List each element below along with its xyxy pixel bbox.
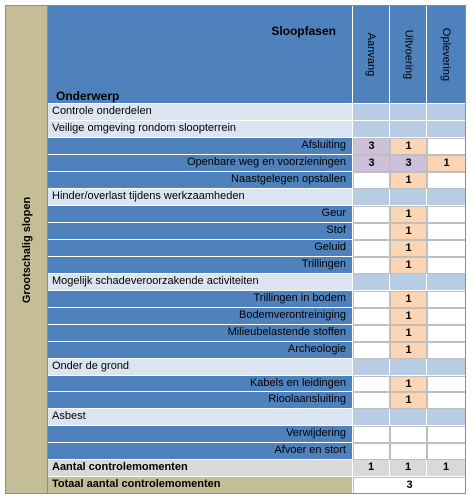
cell-aanvang — [353, 257, 390, 274]
item-label: Openbare weg en voorzieningen — [48, 155, 353, 172]
cell-oplevering — [427, 104, 466, 121]
cell-aanvang — [353, 308, 390, 325]
column-header-oplevering: Oplevering — [427, 5, 466, 104]
cell-uitvoering — [390, 409, 427, 426]
section-label: Mogelijk schadeveroorzakende activiteiten — [48, 274, 353, 291]
cell-oplevering — [427, 376, 466, 393]
cell-oplevering — [427, 240, 466, 257]
cell-aanvang: 3 — [353, 138, 390, 155]
totals-label: Aantal controlemomenten — [48, 460, 353, 477]
totals-oplevering: 1 — [427, 460, 466, 477]
cell-aanvang — [353, 392, 390, 409]
cell-uitvoering — [390, 443, 427, 460]
cell-oplevering — [427, 206, 466, 223]
cell-uitvoering: 1 — [390, 291, 427, 308]
totals-uitvoering: 1 — [390, 460, 427, 477]
item-label: Naastgelegen opstallen — [48, 172, 353, 189]
cell-oplevering — [427, 223, 466, 240]
cell-oplevering — [427, 291, 466, 308]
cell-uitvoering: 1 — [390, 342, 427, 359]
cell-uitvoering — [390, 274, 427, 291]
cell-aanvang — [353, 291, 390, 308]
cell-aanvang — [353, 325, 390, 342]
cell-aanvang — [353, 240, 390, 257]
cell-uitvoering — [390, 104, 427, 121]
cell-oplevering — [427, 409, 466, 426]
cell-oplevering — [427, 325, 466, 342]
cell-oplevering — [427, 342, 466, 359]
header-title: Sloopfasen — [271, 24, 336, 38]
cell-aanvang — [353, 359, 390, 376]
cell-uitvoering — [390, 359, 427, 376]
cell-aanvang — [353, 189, 390, 206]
header-subject: Onderwerp — [56, 89, 120, 103]
item-label: Verwijdering — [48, 426, 353, 443]
cell-uitvoering — [390, 121, 427, 138]
cell-aanvang — [353, 223, 390, 240]
item-label: Geur — [48, 206, 353, 223]
cell-aanvang — [353, 443, 390, 460]
cell-uitvoering: 1 — [390, 240, 427, 257]
section-label: Asbest — [48, 409, 353, 426]
cell-uitvoering: 1 — [390, 325, 427, 342]
cell-aanvang — [353, 376, 390, 393]
cell-oplevering — [427, 308, 466, 325]
cell-oplevering — [427, 172, 466, 189]
cell-uitvoering: 1 — [390, 392, 427, 409]
grand-total-value: 3 — [353, 477, 466, 494]
column-header-uitvoering: Uitvoering — [390, 5, 427, 104]
cell-uitvoering — [390, 189, 427, 206]
cell-oplevering — [427, 426, 466, 443]
cell-uitvoering: 1 — [390, 376, 427, 393]
cell-oplevering — [427, 359, 466, 376]
item-label: Geluid — [48, 240, 353, 257]
item-label: Stof — [48, 223, 353, 240]
section-label: Hinder/overlast tijdens werkzaamheden — [48, 189, 353, 206]
cell-oplevering — [427, 392, 466, 409]
cell-uitvoering: 3 — [390, 155, 427, 172]
cell-uitvoering: 1 — [390, 223, 427, 240]
cell-aanvang — [353, 172, 390, 189]
item-label: Archeologie — [48, 342, 353, 359]
cell-oplevering — [427, 443, 466, 460]
cell-uitvoering: 1 — [390, 257, 427, 274]
cell-uitvoering: 1 — [390, 206, 427, 223]
cell-oplevering — [427, 274, 466, 291]
cell-aanvang — [353, 409, 390, 426]
item-label: Trillingen — [48, 257, 353, 274]
cell-aanvang — [353, 104, 390, 121]
cell-uitvoering: 1 — [390, 308, 427, 325]
cell-oplevering — [427, 189, 466, 206]
cell-oplevering — [427, 257, 466, 274]
item-label: Afvoer en stort — [48, 443, 353, 460]
side-label-cell — [5, 5, 48, 494]
column-header-aanvang: Aanvang — [353, 5, 390, 104]
section-label: Veilige omgeving rondom sloopterrein — [48, 121, 353, 138]
grand-total-label: Totaal aantal controlemomenten — [48, 477, 353, 494]
cell-uitvoering — [390, 426, 427, 443]
cell-aanvang — [353, 274, 390, 291]
item-label: Kabels en leidingen — [48, 376, 353, 393]
cell-uitvoering: 1 — [390, 172, 427, 189]
cell-aanvang — [353, 426, 390, 443]
item-label: Bodemverontreiniging — [48, 308, 353, 325]
item-label: Afsluiting — [48, 138, 353, 155]
item-label: Milieubelastende stoffen — [48, 325, 353, 342]
cell-aanvang — [353, 342, 390, 359]
section-label: Onder de grond — [48, 359, 353, 376]
cell-aanvang — [353, 121, 390, 138]
section-label: Controle onderdelen — [48, 104, 353, 121]
item-label: Rioolaansluiting — [48, 392, 353, 409]
cell-oplevering — [427, 138, 466, 155]
cell-uitvoering: 1 — [390, 138, 427, 155]
cell-aanvang: 3 — [353, 155, 390, 172]
side-label: Grootschalig slopen — [20, 196, 33, 303]
cell-oplevering: 1 — [427, 155, 466, 172]
cell-oplevering — [427, 121, 466, 138]
totals-aanvang: 1 — [353, 460, 390, 477]
cell-aanvang — [353, 206, 390, 223]
item-label: Trillingen in bodem — [48, 291, 353, 308]
